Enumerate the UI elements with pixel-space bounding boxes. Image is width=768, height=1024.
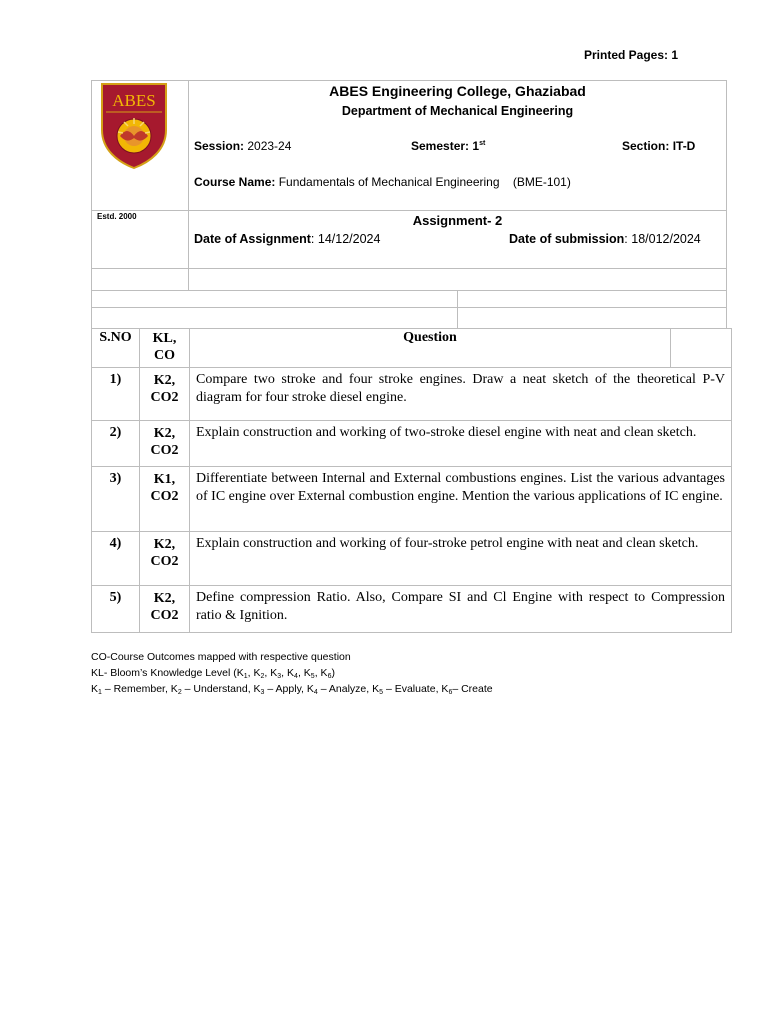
row-4-sno: 4)	[109, 536, 122, 551]
k-definition-3: $K_3$ – Apply	[253, 683, 302, 696]
header-top-border	[91, 80, 727, 81]
header-kl-line2: CO	[154, 348, 175, 363]
logo-text: ABES	[112, 91, 156, 110]
row-4-co: CO2	[150, 554, 179, 569]
row-3-kl-cell	[140, 467, 190, 532]
abes-shield-icon	[98, 82, 170, 170]
header-divider-3	[91, 290, 727, 291]
session-field	[194, 139, 291, 153]
section-field	[622, 139, 695, 153]
header-divider-2	[91, 268, 727, 269]
course-label: Course Name:	[194, 175, 276, 189]
row-2-co: CO2	[150, 443, 179, 458]
row-1-co: CO2	[150, 390, 179, 405]
k-definition-1: $K_1$ – Remember	[91, 683, 165, 696]
kl-level-6: $K_6$	[320, 667, 332, 680]
header-divider-1	[91, 210, 727, 211]
row-4-kl: K2,	[153, 537, 176, 552]
table-header-row	[92, 329, 732, 368]
table-row	[92, 532, 732, 586]
kl-level-5: $K_5$	[303, 667, 315, 680]
k-definition-2: $K_2$ – Understand	[170, 683, 248, 696]
session-value: 2023-24	[247, 139, 292, 153]
row-3-sno: 3)	[109, 471, 122, 486]
row-1-kl-cell	[140, 368, 190, 421]
header-question: Question	[403, 330, 457, 345]
note-kl-list: $K_1$, $K_2$, $K_3$, $K_4$, $K_5$, $K_6$	[236, 667, 332, 680]
printed-pages-label: Printed Pages:	[584, 48, 669, 62]
header-left-border	[91, 80, 92, 328]
department-name: Department of Mechanical Engineering	[341, 104, 574, 118]
course-value: Fundamentals of Mechanical Engineering (BME-101)	[278, 175, 571, 189]
note-kl-prefix: KL- Bloom’s Knowledge Level (	[91, 667, 237, 679]
assignment-title: Assignment- 2	[412, 213, 503, 228]
semester-suffix: st	[479, 140, 486, 147]
header-right-border	[726, 80, 727, 328]
semester-field	[411, 139, 485, 153]
header-kl-cell	[140, 329, 190, 368]
row-5-co: CO2	[150, 608, 179, 623]
row-1-kl: K2,	[153, 373, 176, 388]
header-sno: S.NO	[99, 330, 132, 345]
header-kl-line1: KL,	[152, 331, 177, 346]
kl-level-2: $K_2$	[253, 667, 265, 680]
college-name: ABES Engineering College, Ghaziabad	[329, 83, 586, 99]
kl-level-3: $K_3$	[270, 667, 282, 680]
row-5-question: Define compression Ratio. Also, Compare SI and Cl Engine with respect to Compression ratio & Ignition.	[190, 586, 732, 633]
date-of-assignment-value: : 14/12/2024	[310, 232, 381, 246]
course-field	[194, 175, 571, 189]
kl-level-4: $K_4$	[287, 667, 298, 680]
row-3-sno-cell	[92, 467, 140, 532]
row-4-question: Explain construction and working of four-stroke petrol engine with neat and clean sketch.	[190, 532, 732, 586]
session-label: Session:	[194, 139, 245, 153]
row-1-sno: 1)	[109, 372, 122, 387]
row-3-question: Differentiate between Internal and External combustions engines. List the various advantages of IC engine over External combustion engine. Mention the various applications of IC engine.	[190, 467, 732, 532]
row-2-sno: 2)	[109, 425, 122, 440]
row-1-sno-cell	[92, 368, 140, 421]
date-of-submission	[509, 232, 701, 246]
kl-level-1: $K_1$	[236, 667, 248, 680]
note-k-definitions: $K_1$ – Remember, $K_2$ – Understand, $K_3$ – Apply, $K_4$ – Analyze, $K_5$ – Evaluate, $K_6-$ Create	[91, 683, 493, 696]
section-label: Section:	[622, 139, 670, 153]
section-value: IT-D	[672, 139, 696, 153]
row-1-question: Compare two stroke and four stroke engines. Draw a neat sketch of the theoretical P-V diagram for four stroke diesel engine.	[190, 368, 732, 421]
date-of-assignment	[194, 232, 380, 246]
row-5-kl: K2,	[153, 591, 176, 606]
established-year: Estd. 2000	[97, 212, 137, 221]
printed-pages-value: 1	[671, 48, 679, 62]
row-5-kl-cell	[140, 586, 190, 633]
note-kl: KL- Bloom’s Knowledge Level ($K_1$, $K_2$, $K_3$, $K_4$, $K_5$, $K_6$)	[91, 667, 335, 680]
row-2-kl-cell	[140, 421, 190, 467]
header-empty-cell	[671, 329, 732, 368]
header-mid-separator	[457, 290, 458, 328]
row-4-kl-cell	[140, 532, 190, 586]
row-3-co: CO2	[150, 489, 179, 504]
header-sno-cell	[92, 329, 140, 368]
k-definition-4: $K_4$ – Analyze	[306, 683, 367, 696]
table-row	[92, 467, 732, 532]
k-definition-5: $K_5$ – Evaluate	[372, 683, 436, 696]
k-definition-6: $K_6-$ Create	[441, 683, 493, 696]
row-2-kl: K2,	[153, 426, 176, 441]
note-co: CO-Course Outcomes mapped with respective question	[91, 651, 351, 663]
row-5-sno-cell	[92, 586, 140, 633]
row-2-sno-cell	[92, 421, 140, 467]
printed-pages	[584, 48, 678, 62]
row-3-kl: K1,	[153, 472, 176, 487]
row-5-sno: 5)	[109, 590, 122, 605]
semester-value: 1	[472, 139, 480, 153]
header-question-cell	[190, 329, 671, 368]
semester-label: Semester:	[411, 139, 470, 153]
row-2-question: Explain construction and working of two-stroke diesel engine with neat and clean sketch.	[190, 421, 732, 467]
date-of-submission-value: : 18/012/2024	[624, 232, 701, 246]
table-row	[92, 421, 732, 467]
header-divider-4	[91, 307, 727, 308]
college-logo	[98, 82, 170, 170]
row-4-sno-cell	[92, 532, 140, 586]
table-row	[92, 586, 732, 633]
header-kl	[140, 329, 189, 364]
question-table	[91, 328, 732, 633]
date-of-submission-label: Date of submission	[509, 232, 625, 246]
date-of-assignment-label: Date of Assignment	[194, 232, 311, 246]
table-row	[92, 368, 732, 421]
